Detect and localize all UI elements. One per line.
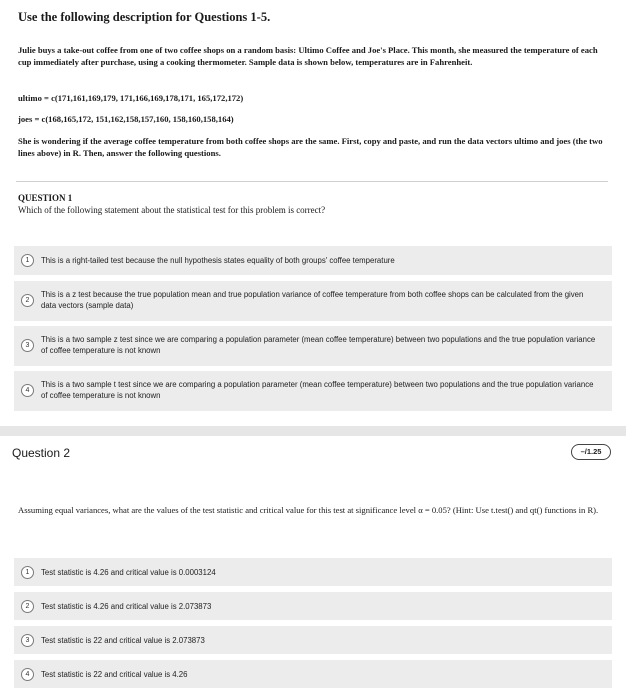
q1-option-3[interactable] <box>14 326 612 366</box>
section-separator <box>0 426 626 436</box>
option-number-badge: 4 <box>21 384 34 397</box>
intro-title: Use the following description for Questions 1-5. <box>18 10 271 24</box>
q2-option-2[interactable] <box>14 592 612 620</box>
option-number-badge: 1 <box>21 566 34 579</box>
option-text: Test statistic is 4.26 and critical value is 2.073873 <box>41 602 212 611</box>
option-text: Test statistic is 4.26 and critical value is 0.0003124 <box>41 568 216 577</box>
option-number-badge: 2 <box>21 294 34 307</box>
q2-option-3[interactable] <box>14 626 612 654</box>
question2-title: Question 2 <box>12 446 71 460</box>
intro-paragraph: Julie buys a take-out coffee from one of two coffee shops on a random basis: Ultimo Coffee and Joe's Place. This month, she measured the temperature of each cup immediately after purchase, using a cooking thermometer. Sample data is shown below, temperatures are in Fahrenheit. <box>18 45 598 67</box>
q1-option-4[interactable] <box>14 371 612 411</box>
option-text: Test statistic is 22 and critical value is 2.073873 <box>41 636 205 645</box>
instructions-paragraph: She is wondering if the average coffee temperature from both coffee shops are the same. First, copy and paste, and run the data vectors ultimo and joes (the two lines above) in R. Then, answer the following questions. <box>18 136 603 158</box>
option-text: Test statistic is 22 and critical value is 4.26 <box>41 670 188 679</box>
option-text: This is a two sample t test since we are comparing a population parameter (mean coffee temperature) between two populations and the true population variance of coffee temperature is not known <box>41 380 594 400</box>
q1-option-2[interactable] <box>14 281 612 321</box>
option-number-badge: 3 <box>21 339 34 352</box>
q2-option-4[interactable] <box>14 660 612 688</box>
option-number-badge: 1 <box>21 254 34 267</box>
question1-heading: QUESTION 1 <box>18 193 73 203</box>
option-number-badge: 2 <box>21 600 34 613</box>
option-text: This is a two sample z test since we are comparing a population parameter (mean coffee temperature) between two populations and the true population variance of coffee temperature is not known <box>41 335 596 355</box>
ultimo-data-vector: ultimo = c(171,161,169,179, 171,166,169,178,171, 165,172,172) <box>18 93 244 103</box>
question1-text: Which of the following statement about the statistical test for this problem is correct? <box>18 205 326 215</box>
option-text: This is a right-tailed test because the null hypothesis states equality of both groups' coffee temperature <box>41 256 395 265</box>
option-number-badge: 3 <box>21 634 34 647</box>
question2-text: Assuming equal variances, what are the values of the test statistic and critical value for this test at significance level α = 0.05? (Hint: Use t.test() and qt() functions in R). <box>18 505 599 515</box>
q2-option-1[interactable] <box>14 558 612 586</box>
score-badge: –/1.25 <box>571 444 611 460</box>
option-text: This is a z test because the true population mean and true population variance of coffee temperature from both coffee shops can be calculated from the given data vectors (sample data) <box>41 290 584 310</box>
option-number-badge: 4 <box>21 668 34 681</box>
question1-divider <box>16 181 608 182</box>
q1-option-1[interactable] <box>14 246 612 275</box>
joes-data-vector: joes = c(168,165,172, 151,162,158,157,160, 158,160,158,164) <box>18 114 234 124</box>
